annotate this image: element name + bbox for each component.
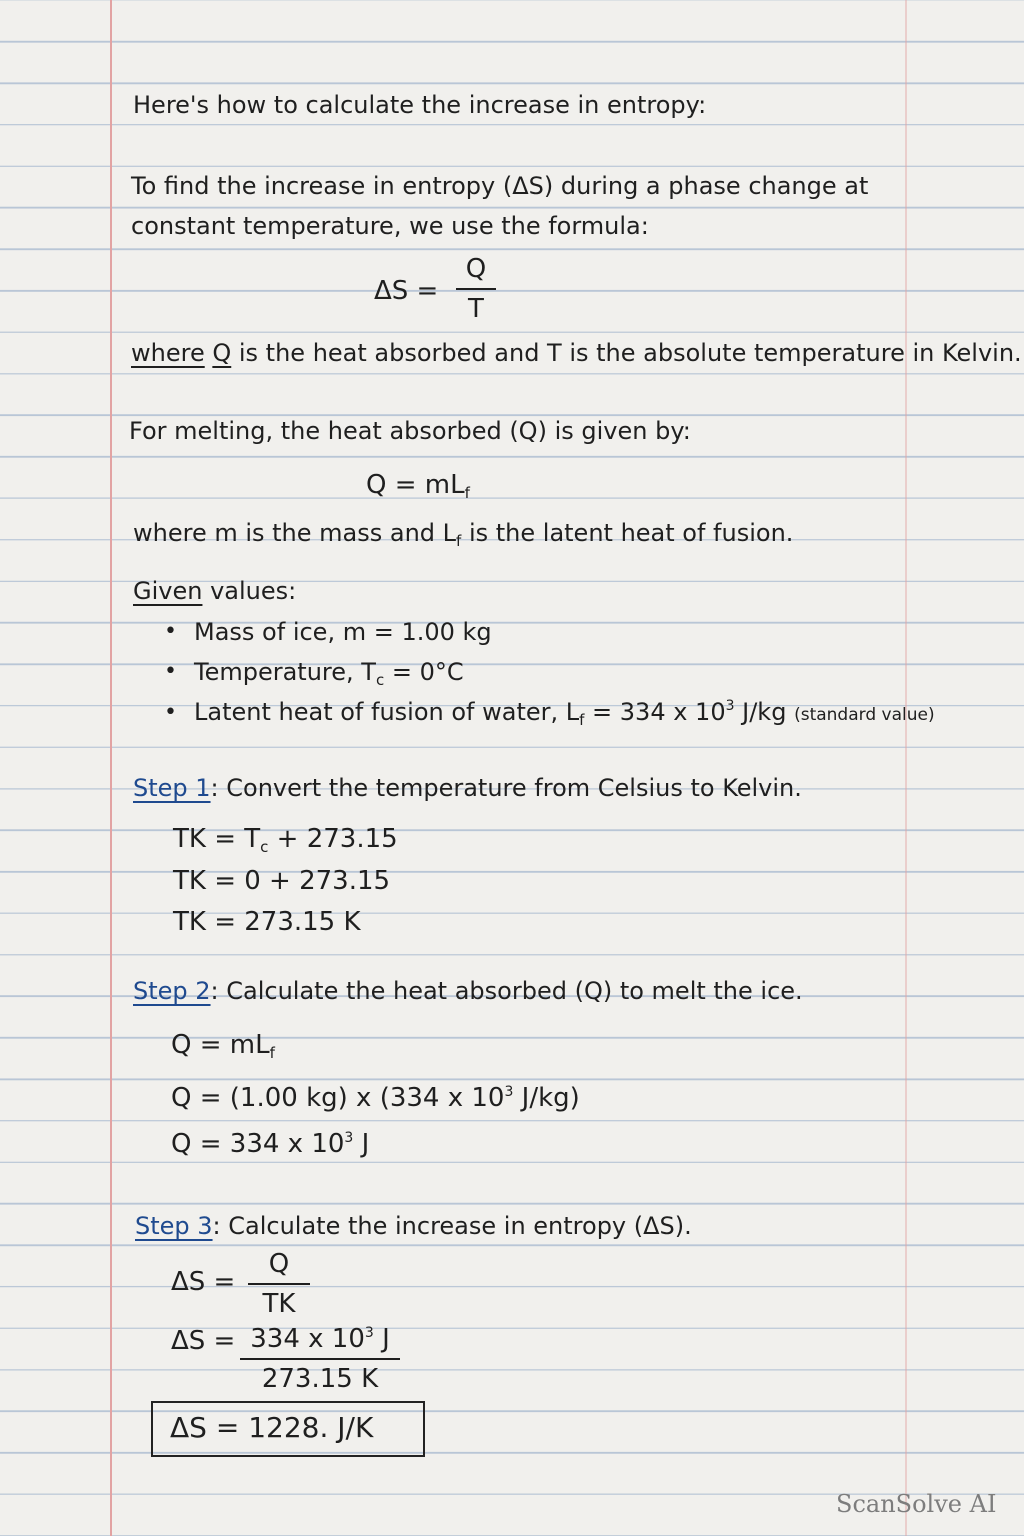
bullet-latent-part-a: Latent heat of fusion of water, L	[194, 698, 580, 726]
bullet-latent-superscript: 3	[725, 698, 735, 714]
step-1-label: Step 1	[133, 774, 211, 802]
step-3-text: : Calculate the increase in entropy (ΔS).	[212, 1212, 692, 1240]
where-2-part-a: where m is the mass and L	[133, 519, 457, 547]
formula-1-numerator: Q	[465, 254, 487, 284]
step-2-line-3-superscript: 3	[344, 1130, 354, 1146]
paragraph-1-line-2: constant temperature, we use the formula:	[131, 212, 649, 240]
paragraph-1-line-1: To find the increase in entropy (ΔS) during a phase change at	[131, 172, 869, 200]
step-1-line-1-part-b: + 273.15	[268, 824, 398, 854]
step-3-formula-2-numerator-superscript: 3	[364, 1325, 374, 1341]
where-2-subscript: f	[456, 532, 462, 550]
step-1-line-1	[173, 824, 398, 854]
formula-1-fraction	[456, 254, 496, 324]
step-1-heading	[133, 773, 802, 803]
melting-text: For melting, the heat absorbed (Q) is given by:	[129, 417, 691, 445]
step-2-line-2-part-b: J/kg)	[513, 1083, 580, 1113]
step-1-line-1-part-a: TK = T	[173, 824, 261, 854]
bullet-latent-heat	[194, 697, 935, 730]
given-underlined-word: Given	[133, 577, 203, 605]
step-3-formula-2-lhs: ΔS =	[171, 1326, 236, 1356]
intro-text: Here's how to calculate the increase in entropy:	[133, 91, 707, 119]
step-3-formula-2-numerator	[240, 1324, 400, 1354]
formula-2-base: Q = mL	[366, 470, 465, 500]
watermark: ScanSolve AI	[836, 1490, 997, 1518]
step-2-heading	[133, 976, 803, 1006]
where-1-rest: is the heat absorbed and T is the absolute temperature in Kelvin.	[231, 339, 1022, 367]
where-2-part-b: is the latent heat of fusion.	[461, 519, 794, 547]
bullet-mass: Mass of ice, m = 1.00 kg	[194, 618, 492, 646]
where-1-text	[131, 338, 1022, 368]
given-rest: values:	[202, 577, 297, 605]
step-3-heading	[135, 1211, 692, 1241]
bullet-latent-part-b: = 334 x 10	[584, 698, 726, 726]
bullet-dot: •	[164, 700, 177, 725]
formula-2	[366, 470, 470, 500]
step-2-line-3-part-a: Q = 334 x 10	[171, 1129, 345, 1159]
step-3-formula-1-denominator: TK	[262, 1289, 296, 1319]
formula-2-subscript: f	[464, 484, 470, 502]
step-1-line-3: TK = 273.15 K	[173, 907, 361, 937]
bullet-temperature-part-a: Temperature, T	[194, 658, 376, 686]
bullet-dot: •	[164, 619, 177, 644]
bullet-latent-part-c: J/kg	[734, 698, 795, 726]
step-2-line-1	[171, 1030, 275, 1060]
step-3-label: Step 3	[135, 1212, 213, 1240]
given-heading	[133, 576, 296, 606]
bullet-temperature	[194, 657, 464, 687]
step-3-formula-2-fraction	[240, 1324, 400, 1394]
step-3-formula-2-numerator-a: 334 x 10	[250, 1324, 365, 1354]
step-1-line-2: TK = 0 + 273.15	[173, 866, 391, 896]
where-1-underlined-word: where	[131, 339, 205, 367]
step-2-line-1-subscript: f	[269, 1044, 275, 1062]
step-3-formula-2-denominator: 273.15 K	[261, 1364, 379, 1394]
bullet-latent-note: (standard value)	[794, 705, 935, 725]
step-2-label: Step 2	[133, 977, 211, 1005]
step-1-line-1-subscript: c	[260, 838, 269, 856]
bullet-temperature-part-b: = 0°C	[384, 658, 464, 686]
step-1-text: : Convert the temperature from Celsius to Kelvin.	[210, 774, 802, 802]
formula-1-denominator: T	[468, 294, 484, 324]
fraction-bar	[456, 288, 496, 290]
step-3-formula-1-fraction	[248, 1249, 310, 1319]
bullet-temperature-subscript: c	[375, 671, 385, 689]
final-answer: ΔS = 1228. J/K	[170, 1411, 374, 1444]
where-2-text	[133, 518, 793, 548]
step-3-formula-2-numerator-b: J	[373, 1324, 390, 1354]
step-3-formula-1-lhs: ΔS =	[171, 1267, 236, 1297]
right-margin-line	[905, 0, 907, 1536]
bullet-latent-subscript: f	[579, 711, 585, 729]
step-2-line-3-part-b: J	[353, 1129, 370, 1159]
step-2-text: : Calculate the heat absorbed (Q) to melt the ice.	[210, 977, 803, 1005]
step-2-line-2	[171, 1083, 580, 1113]
step-2-line-3	[171, 1129, 369, 1159]
formula-1-lhs: ΔS =	[374, 276, 439, 306]
where-1-underlined-q: Q	[212, 339, 232, 367]
step-2-line-2-superscript: 3	[504, 1084, 514, 1100]
step-3-formula-1-numerator: Q	[268, 1249, 290, 1279]
step-2-line-1-base: Q = mL	[171, 1030, 270, 1060]
step-2-line-2-part-a: Q = (1.00 kg) x (334 x 10	[171, 1083, 505, 1113]
bullet-dot: •	[164, 659, 177, 684]
fraction-bar	[248, 1283, 310, 1285]
left-margin-line	[110, 0, 112, 1536]
fraction-bar	[240, 1358, 400, 1360]
